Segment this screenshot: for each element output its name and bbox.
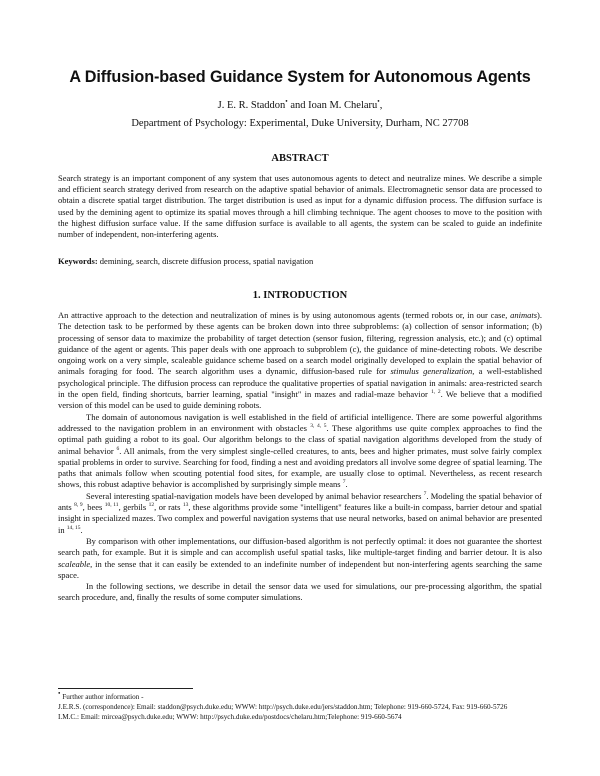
paragraph-3 [58,491,542,536]
citation-ref: 7 [342,479,346,486]
paragraph-text: An attractive approach to the detection and neutralization of mines is by using autonomous agents (termed robots or, in our case, [58,310,511,320]
citation-ref: 7 [423,490,427,497]
footnotes [58,689,542,722]
paragraph-text: , gerbils [118,502,149,513]
paragraph-1 [58,310,542,412]
abstract-text: Search strategy is an important component of any system that uses autonomous agents to detect and neutralize mines. We describe a simple and efficient search strategy derived from research on the adaptive spatial behavior of animals. Electromagnetic sensor data are processed to obtain a discrete spatial target distribution. The target distribution is used as input for a dynamic diffusion process. The diffusion surface is used by the demining agent to optimize its spatial moves through a hill climbing technique. The agent chooses to move to the position with the highest diffusion surface value. If the same diffusion surface is available to all agents, the system can be scaled to guide an indefinite number of independent, non-interfering agents. [58,173,542,240]
author-line [0,97,600,111]
paragraph-text: ). The detection task to be performed by these agents can be broken down into three subproblems: (a) collection of sensor information; (b) processing of sensor data to maximize the probability of target detection (sensor fusion, filtering, regression analysis, etc.); and (c) optimal guidance of the agent or agents. This paper deals with one approach to subproblem (c), the guidance of mine-detecting robots. We describe ongoing work on a very simple, scaleable guidance scheme based on a search model originally developed to explain the spatial behavior of animals foraging for food. The search algorithm uses a dynamic, diffusion-based rule for [58,310,542,377]
footnote-chelaru: I.M.C.: Email: mircea@psych.duke.edu; WWW: http://psych.duke.edu/postdocs/chelaru.htm;Telephone: 919-660-5674 [58,713,402,721]
paragraph-5: In the following sections, we describe in detail the sensor data we used for simulations, our pre-processing algorithm, the spatial search procedure, and, finally the results of some computer simulations. [58,581,542,603]
author-footnote-mark-2: • [377,97,380,106]
emphasis: animats [510,310,538,320]
paragraph-text: . All animals, from the very simplest single-celled creatures, to ants, bees and higher primates, must solve fairly complex spatial problems in order to survive. Searching for food, finding a nest and avoiding predators all involve some degree of spatial learning. The paths that animals follow when scouting potential food sites, for example, are usually close to optimal. Nevertheless, as recent research shows, this robust adaptive behavior is accomplished by surprisingly simple means [58,445,542,490]
paragraph-text: , or rats [154,502,183,513]
citation-ref: 6 [116,445,120,452]
citation-ref: 12 [148,502,155,509]
paper-title: A Diffusion-based Guidance System for Autonomous Agents [69,68,531,86]
keywords [58,256,542,266]
emphasis: scaleable [58,558,91,569]
keywords-label: Keywords: [58,256,98,266]
section-heading-introduction: 1. INTRODUCTION [252,290,348,301]
citation-ref: 3, 4, 5 [310,423,327,430]
footnote-header [58,689,542,702]
paragraph-text: . Modeling the spatial behavior of ants [58,490,542,513]
footnote-mark: • [58,689,61,698]
abstract-heading: ABSTRACT [271,153,329,164]
footnote-divider [58,688,193,689]
introduction-body [58,310,542,604]
paragraph-text: By comparison with other implementations, our diffusion-based algorithm is not perfectly optimal: it does not guarantee the shortest search path, for example. But it is simple and can accomplish useful spatial tasks, like multiple-target finding and barrier detour. It is also [58,535,542,558]
paragraph-text: Several interesting spatial-navigation models have been developed by animal behavior researchers [86,490,424,501]
author-line-end: , [379,100,383,111]
footnote-staddon: J.E.R.S. (correspondence): Email: staddon@psych.duke.edu; WWW: http://psych.duke.edu/jers/staddon.htm; Telephone: 919-660-5724, Fax: 919-660-5726 [58,703,508,711]
citation-ref: 14, 15 [66,524,81,531]
paragraph-4 [58,536,542,581]
paragraph-text: . We believe that a modified version of this model can be used to guide demining robots. [58,389,543,411]
paragraph-text: , bees [82,502,105,513]
paragraph-text: . [345,479,348,490]
affiliation: Department of Psychology: Experimental, Duke University, Durham, NC 27708 [131,118,469,129]
keywords-text: demining, search, discrete diffusion process, spatial navigation [97,256,314,266]
author-staddon: J. E. R. Staddon [217,100,286,111]
paragraph-text: , in the sense that it can easily be extended to an indefinite number of independent but non-interfering agents searching the same space. [58,558,542,580]
paragraph-text: . [80,524,83,535]
citation-ref: 8, 9 [74,502,83,509]
paragraph-2 [58,412,542,491]
footnote-title: Further author information - [60,693,144,701]
emphasis: stimulus generalization [390,366,473,377]
paragraph-text: , a well-established psychological principle. The diffusion process can reproduce the qualitative properties of spatial navigation in animals: area-restricted search in the open field, finding shortcuts, barrier learning, spatial "insight" in mazes and radial-maze behavior [58,366,542,400]
citation-ref: 1, 2 [431,389,441,396]
paragraph-text: , these algorithms provide some "intelligent" features like a built-in compass, barrier detour and spatial insight in specialized mazes. Two complex and powerful navigation systems that use neural networks, based on animal behavior are presented in [58,502,543,535]
author-footnote-mark: • [285,97,288,106]
author-chelaru: and Ioan M. Chelaru [287,100,378,111]
citation-ref: 10, 11 [104,502,119,509]
paragraph-text: The domain of autonomous navigation is well established in the field of artificial intelligence. There are some powerful algorithms addressed to the navigation problem in an environment with obstacles [58,411,542,433]
paragraph-text: . These algorithms use quite complex approaches to find the optimal path guiding a robot to its goal. Our algorithm belongs to the class of spatial navigation algorithms developed from the study of animal behavior [58,422,542,456]
citation-ref: 13 [182,502,189,509]
